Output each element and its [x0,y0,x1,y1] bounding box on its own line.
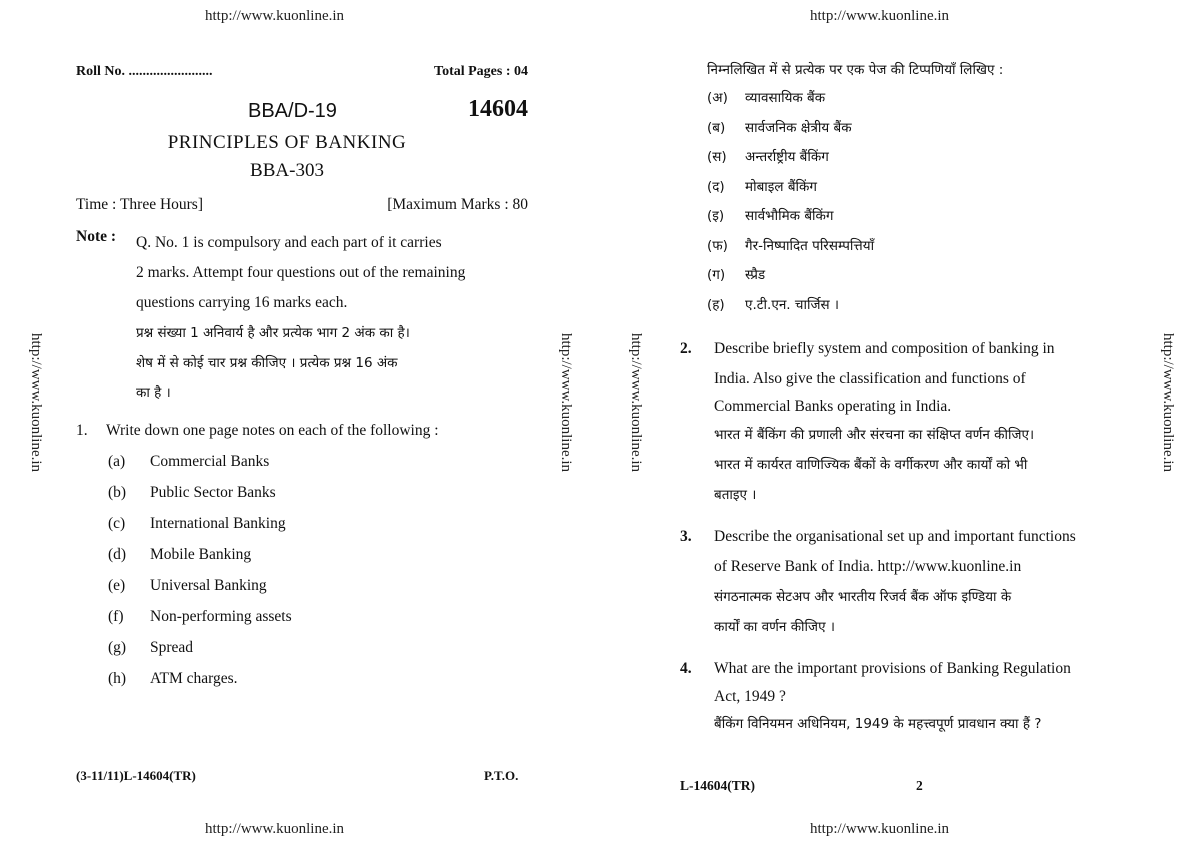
list-item: (फ) गैर-निष्पादित परिसम्पत्तियाँ [707,237,875,254]
watermark-url-bottom-right: http://www.kuonline.in [810,821,950,837]
watermark-url-top-right: http://www.kuonline.in [810,8,950,24]
question-hindi-line: कार्यों का वर्णन कीजिए । [714,619,835,635]
q1-hindi-items-list [707,84,1140,320]
question-number: 2. [680,340,692,357]
note-line: questions carrying 16 marks each. [136,294,348,311]
question-2 [680,340,1140,510]
list-item: (a) Commercial Banks [108,453,270,470]
subject-title: PRINCIPLES OF BANKING [167,132,407,153]
list-item: (b) Public Sector Banks [108,484,276,501]
header-row [76,62,528,86]
question-hindi-line: संगठनात्मक सेटअप और भारतीय रिजर्व बैंक ऑफ इण्डिया के [714,589,1012,605]
watermark-url-side-2: http://www.kuonline.in [558,333,574,473]
list-item: (h) ATM charges. [108,670,238,687]
course-code: BBA-303 [250,160,324,181]
question-4 [680,660,1140,738]
question-hindi-line: भारत में बैंकिंग की प्रणाली और संरचना का संक्षिप्त वर्णन कीजिए। [714,427,1035,443]
time-info: Time : Three Hours] [76,196,204,213]
question-line: Commercial Banks operating in India. [714,398,952,415]
list-item: (अ) व्यावसायिक बैंक [707,90,826,106]
question-number: 1. [76,422,88,439]
note-hindi-line: का है । [136,385,171,401]
q1-hindi-intro: निम्नलिखित में से प्रत्येक पर एक पेज की टिप्पणियाँ लिखिए : [707,62,1004,78]
exam-code: BBA/D-19 [248,100,337,122]
list-item: (d) Mobile Banking [108,546,252,563]
question-text: Write down one page notes on each of the following : [106,422,439,439]
total-pages: Total Pages : 04 [434,64,528,79]
note-hindi-line: प्रश्न संख्या 1 अनिवार्य है और प्रत्येक भाग 2 अंक का है। [136,325,410,341]
question-hindi-line: बताइए । [714,487,757,503]
page-1-footer-pto: P.T.O. [484,768,519,783]
question-number: 3. [680,528,692,545]
question-line: Act, 1949 ? [714,688,786,705]
note-line: 2 marks. Attempt four questions out of the remaining [136,264,466,281]
question-line: India. Also give the classification and functions of [714,370,1026,387]
list-item: (ग) स्प्रैड [707,267,766,283]
max-marks: [Maximum Marks : 80 [387,196,528,213]
page-1 [76,62,528,694]
roll-no: Roll No. ........................ [76,64,213,79]
q1-items-list [108,446,528,694]
note-hindi-line: शेष में से कोई चार प्रश्न कीजिए । प्रत्येक प्रश्न 16 अंक [136,355,398,371]
question-line: Describe briefly system and composition of banking in [714,340,1055,357]
code-row [76,94,528,132]
watermark-url-side-3: http://www.kuonline.in [628,333,644,473]
watermark-url-top-left: http://www.kuonline.in [205,8,345,24]
list-item: (e) Universal Banking [108,577,267,594]
page-1-footer-code: (3-11/11)L-14604(TR) [76,768,196,783]
paper-code: 14604 [468,96,528,122]
list-item: (स) अन्तर्राष्ट्रीय बैंकिंग [707,149,829,165]
note-label: Note : [76,228,117,245]
note-section [76,228,528,408]
watermark-url-side-4: http://www.kuonline.in [1160,333,1176,473]
list-item: (ब) सार्वजनिक क्षेत्रीय बैंक [707,119,852,136]
list-item: (इ) सार्वभौमिक बैंकिंग [707,208,834,224]
list-item: (f) Non-performing assets [108,608,292,625]
question-hindi-line: भारत में कार्यरत वाणिज्यिक बैंकों के वर्गीकरण और कार्यों को भी [714,457,1028,473]
question-line: Describe the organisational set up and important functions [714,528,1076,545]
list-item: (c) International Banking [108,515,286,532]
question-line: of Reserve Bank of India. http://www.kuonline.in [714,558,1022,575]
watermark-url-side-1: http://www.kuonline.in [28,333,44,473]
note-line: Q. No. 1 is compulsory and each part of it carries [136,234,442,251]
question-line: What are the important provisions of Banking Regulation [714,660,1071,677]
page-2-footer-code: L-14604(TR) [680,778,755,793]
list-item: (ह) ए.टी.एन. चार्जिस । [707,296,840,313]
question-3 [680,528,1140,642]
question-hindi-line: बैंकिंग विनियमन अधिनियम, 1949 के महत्त्वपूर्ण प्रावधान क्या हैं ? [714,716,1042,732]
time-marks-row [76,196,528,218]
watermark-url-bottom-left: http://www.kuonline.in [205,821,345,837]
question-number: 4. [680,660,692,677]
page-2 [680,58,1140,738]
list-item: (g) Spread [108,639,194,656]
list-item: (द) मोबाइल बैंकिंग [707,178,818,195]
question-1 [76,422,528,694]
page-2-number: 2 [916,778,923,793]
